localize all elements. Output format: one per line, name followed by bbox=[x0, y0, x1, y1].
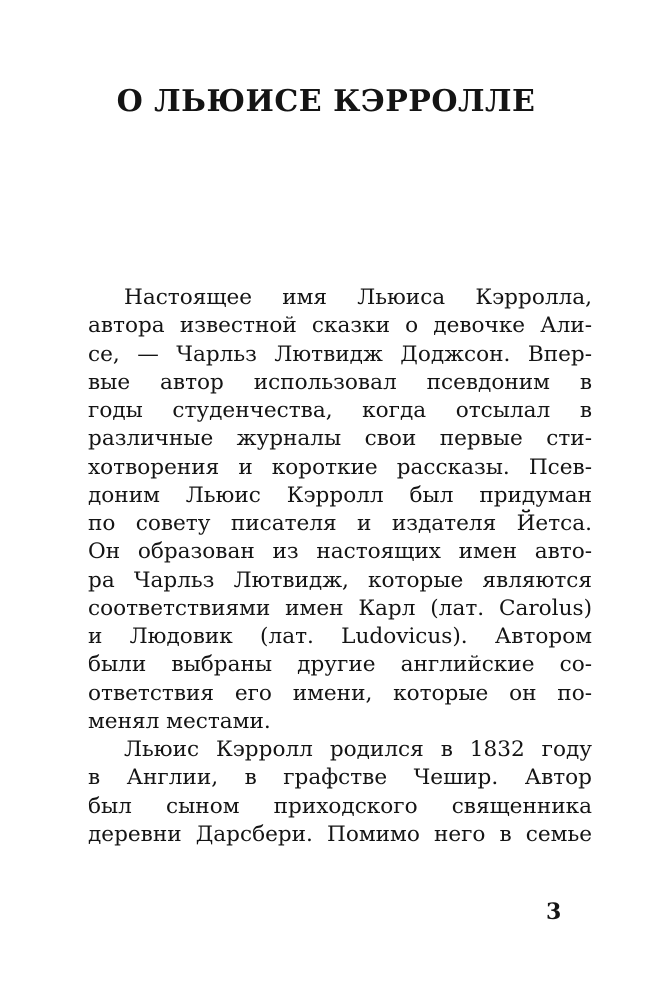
text-line: был сыном приходского священника bbox=[88, 793, 592, 819]
text-line: вые автор использовал псевдоним в bbox=[88, 369, 592, 395]
text-line: менял местами. bbox=[88, 708, 271, 734]
chapter-title: О ЛЬЮИСЕ КЭРРОЛЛЕ bbox=[116, 84, 536, 119]
text-line: и Людовик (лат. Ludovicus). Автором bbox=[88, 624, 592, 649]
text-line: Он образован из настоящих имен авто- bbox=[88, 539, 592, 565]
text-line: были выбраны другие английские со- bbox=[88, 652, 592, 678]
text-line: в Англии, в графстве Чешир. Автор bbox=[88, 765, 592, 791]
text-line: различные журналы свои первые сти- bbox=[88, 426, 592, 452]
text-line: доним Льюис Кэрролл был придуман bbox=[88, 482, 592, 508]
page-number: 3 bbox=[546, 899, 562, 925]
text-line: ра Чарльз Лютвидж, которые являются bbox=[88, 567, 592, 593]
text-line: деревни Дарсбери. Помимо него в семье bbox=[88, 821, 592, 847]
text-line: Настоящее имя Льюиса Кэрролла, bbox=[124, 285, 592, 310]
text-line: ответствия его имени, которые он по- bbox=[88, 680, 592, 706]
text-line: по совету писателя и издателя Йетса. bbox=[88, 511, 592, 536]
text-line: Льюис Кэрролл родился в 1832 году bbox=[124, 737, 592, 762]
text-line: соответствиями имен Карл (лат. Carolus) bbox=[88, 595, 592, 621]
text-line: годы студенчества, когда отсылал в bbox=[88, 398, 592, 423]
text-line: хотворения и короткие рассказы. Псев- bbox=[88, 454, 592, 480]
text-line: се, — Чарльз Лютвидж Доджсон. Впер- bbox=[88, 341, 592, 367]
body-text bbox=[88, 284, 592, 849]
text-line: автора известной сказки о девочке Али- bbox=[88, 313, 592, 339]
